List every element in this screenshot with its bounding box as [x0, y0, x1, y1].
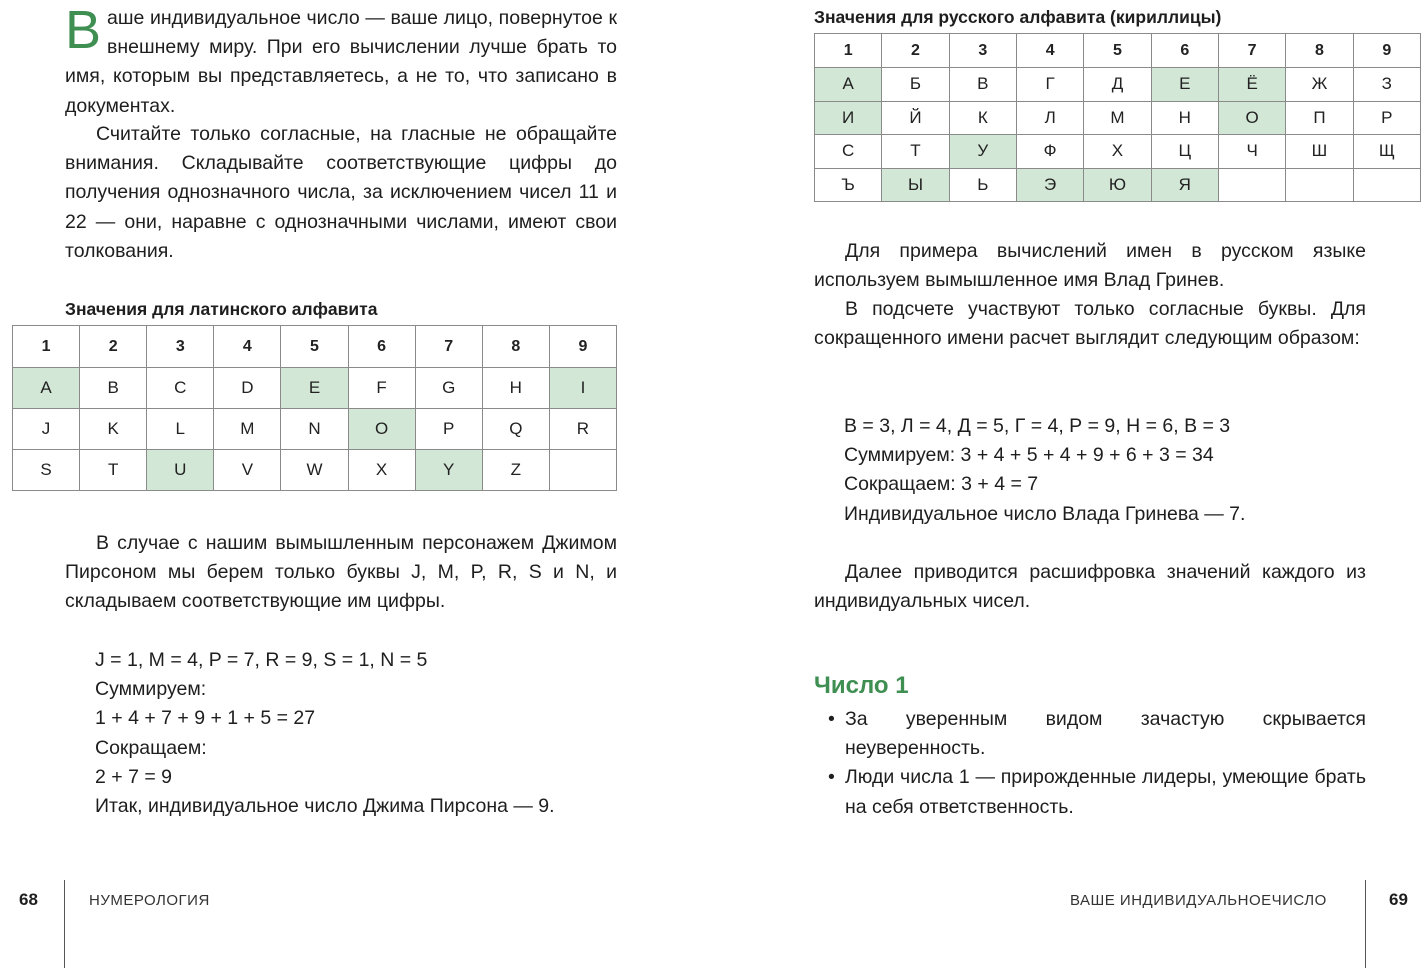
letter-cell: Щ — [1353, 135, 1420, 169]
letter-cell: Z — [482, 450, 549, 491]
letter-cell: Е — [1151, 68, 1218, 102]
calc-line: Индивидуальное число Влада Гринева — 7. — [844, 502, 1246, 525]
list-item-text: За уверенным видом зачастую скрывается неуверенность. — [845, 708, 1366, 760]
calc-line: Суммируем: — [95, 678, 207, 701]
transition-paragraph: Далее приводится расшифровка значений каждого из индивидуальных чисел. — [814, 561, 1366, 613]
bullet-icon: • — [828, 708, 835, 730]
running-title: ВАШЕ ИНДИВИДУАЛЬНОЕЧИСЛО — [1070, 892, 1327, 909]
letter-cell: В — [949, 68, 1016, 102]
calc-line: В = 3, Л = 4, Д = 5, Г = 4, Р = 9, Н = 6, В = 3 — [844, 415, 1231, 437]
letter-cell: Т — [882, 135, 949, 169]
table-row — [815, 68, 1421, 102]
letter-cell: L — [147, 409, 214, 450]
letter-cell: Q — [482, 409, 549, 450]
bullet-icon: • — [828, 766, 835, 789]
running-title: НУМЕРОЛОГИЯ — [89, 892, 210, 909]
russian-calculation-block — [844, 412, 1245, 529]
letter-cell: З — [1353, 68, 1420, 102]
letter-cell: Я — [1151, 168, 1218, 202]
letter-cell: N — [281, 409, 348, 450]
column-header: 1 — [13, 326, 80, 368]
footer-divider — [64, 880, 65, 968]
column-header: 2 — [882, 34, 949, 68]
latin-values-table — [12, 325, 617, 491]
column-header: 2 — [80, 326, 147, 368]
letter-cell: Д — [1084, 68, 1151, 102]
letter-cell: V — [214, 450, 281, 491]
letter-cell: Э — [1016, 168, 1083, 202]
calculation-block — [95, 646, 555, 821]
calc-line: J = 1, M = 4, P = 7, R = 9, S = 1, N = 5 — [95, 649, 428, 671]
column-header: 6 — [348, 326, 415, 368]
column-header: 3 — [949, 34, 1016, 68]
latin-table-caption: Значения для латинского алфавита — [65, 299, 378, 319]
letter-cell: Х — [1084, 135, 1151, 169]
letter-cell: Y — [415, 450, 482, 491]
page-number: 68 — [19, 890, 38, 909]
letter-cell — [549, 450, 616, 491]
letter-cell: P — [415, 409, 482, 450]
letter-cell: К — [949, 101, 1016, 135]
letter-cell: Ё — [1218, 68, 1285, 102]
letter-cell — [1218, 168, 1285, 202]
list-item-text: Люди числа 1 — прирожденные лидеры, умеющие брать на себя ответственность. — [845, 766, 1366, 818]
drop-cap: В — [65, 0, 102, 60]
calc-line: Сокращаем: — [95, 736, 207, 759]
column-header: 6 — [1151, 34, 1218, 68]
letter-cell: Н — [1151, 101, 1218, 135]
column-header: 5 — [1084, 34, 1151, 68]
letter-cell: Ъ — [815, 168, 882, 202]
letter-cell: Ж — [1286, 68, 1353, 102]
table-row — [13, 368, 617, 409]
letter-cell: Ф — [1016, 135, 1083, 169]
section-heading: Число 1 — [814, 672, 909, 699]
letter-cell: F — [348, 368, 415, 409]
intro-text: аше индивидуальное число — ваше лицо, повернутое к внешнему миру. При его вычислении лучше брать то имя, которым вы представляетесь, а не то, что записано в документах. — [65, 7, 617, 117]
calc-line: 2 + 7 = 9 — [95, 765, 172, 788]
letter-cell: C — [147, 368, 214, 409]
column-header: 9 — [1353, 34, 1420, 68]
letter-cell: G — [415, 368, 482, 409]
table-row — [815, 101, 1421, 135]
cyrillic-values-table — [814, 33, 1421, 202]
letter-cell: Л — [1016, 101, 1083, 135]
calc-line: Суммируем: 3 + 4 + 5 + 4 + 9 + 6 + 3 = 34 — [844, 444, 1214, 467]
letter-cell: S — [13, 450, 80, 491]
letter-cell: U — [147, 450, 214, 491]
letter-cell: Ы — [882, 168, 949, 202]
letter-cell: С — [815, 135, 882, 169]
column-header: 5 — [281, 326, 348, 368]
table-header-row — [13, 326, 617, 368]
intro-paragraph — [65, 0, 617, 121]
table-row — [13, 450, 617, 491]
column-header: 9 — [549, 326, 616, 368]
letter-cell: H — [482, 368, 549, 409]
cyrillic-table-caption: Значения для русского алфавита (кириллицы) — [814, 7, 1222, 27]
letter-cell: П — [1286, 101, 1353, 135]
footer-divider — [1365, 880, 1366, 968]
letter-cell: Ь — [949, 168, 1016, 202]
letter-cell: X — [348, 450, 415, 491]
letter-cell: Ц — [1151, 135, 1218, 169]
letter-cell: Й — [882, 101, 949, 135]
letter-cell: Б — [882, 68, 949, 102]
letter-cell: А — [815, 68, 882, 102]
letter-cell: O — [348, 409, 415, 450]
example-paragraph: В случае с нашим вымышленным персонажем Джимом Пирсоном мы берем только буквы J, M, P, R, S и N, и складываем соответствующие им цифры. — [65, 532, 617, 613]
letter-cell: Ч — [1218, 135, 1285, 169]
letter-cell: Г — [1016, 68, 1083, 102]
letter-cell: W — [281, 450, 348, 491]
letter-cell: И — [815, 101, 882, 135]
letter-cell: E — [281, 368, 348, 409]
calc-line: Сокращаем: 3 + 4 = 7 — [844, 473, 1039, 496]
table-row — [815, 135, 1421, 169]
letter-cell — [1353, 168, 1420, 202]
column-header: 8 — [1286, 34, 1353, 68]
calc-line: Итак, индивидуальное число Джима Пирсона — 9. — [95, 794, 555, 817]
letter-cell: A — [13, 368, 80, 409]
right-page — [711, 0, 1422, 968]
letter-cell: М — [1084, 101, 1151, 135]
list-item — [814, 705, 1366, 763]
russian-example-paragraph: Для примера вычислений имен в русском языке используем вымышленное имя Влад Гринев. — [814, 240, 1366, 292]
letter-cell: I — [549, 368, 616, 409]
letter-cell: K — [80, 409, 147, 450]
letter-cell: J — [13, 409, 80, 450]
calc-line: 1 + 4 + 7 + 9 + 1 + 5 = 27 — [95, 707, 316, 730]
column-header: 7 — [1218, 34, 1285, 68]
letter-cell: R — [549, 409, 616, 450]
column-header: 8 — [482, 326, 549, 368]
column-header: 7 — [415, 326, 482, 368]
table-row — [815, 168, 1421, 202]
table-header-row — [815, 34, 1421, 68]
letter-cell: M — [214, 409, 281, 450]
letter-cell: Ш — [1286, 135, 1353, 169]
letter-cell: Ю — [1084, 168, 1151, 202]
letter-cell — [1286, 168, 1353, 202]
table-row — [13, 409, 617, 450]
instructions-paragraph: Считайте только согласные, на гласные не обращайте внимания. Складывайте соответствующие цифры до получения однозначного числа, за исключением чисел 11 и 22 — они, наравне с однозначными числами, имеют свои толкования. — [65, 123, 617, 262]
list-item — [814, 763, 1366, 821]
letter-cell: D — [214, 368, 281, 409]
letter-cell: О — [1218, 101, 1285, 135]
traits-list — [814, 705, 1366, 822]
letter-cell: T — [80, 450, 147, 491]
letter-cell: У — [949, 135, 1016, 169]
page-number: 69 — [1389, 890, 1408, 909]
column-header: 4 — [1016, 34, 1083, 68]
letter-cell: Р — [1353, 101, 1420, 135]
consonants-paragraph: В подсчете участвуют только согласные буквы. Для сокращенного имени расчет выглядит следующим образом: — [814, 298, 1366, 350]
letter-cell: B — [80, 368, 147, 409]
column-header: 3 — [147, 326, 214, 368]
column-header: 1 — [815, 34, 882, 68]
column-header: 4 — [214, 326, 281, 368]
